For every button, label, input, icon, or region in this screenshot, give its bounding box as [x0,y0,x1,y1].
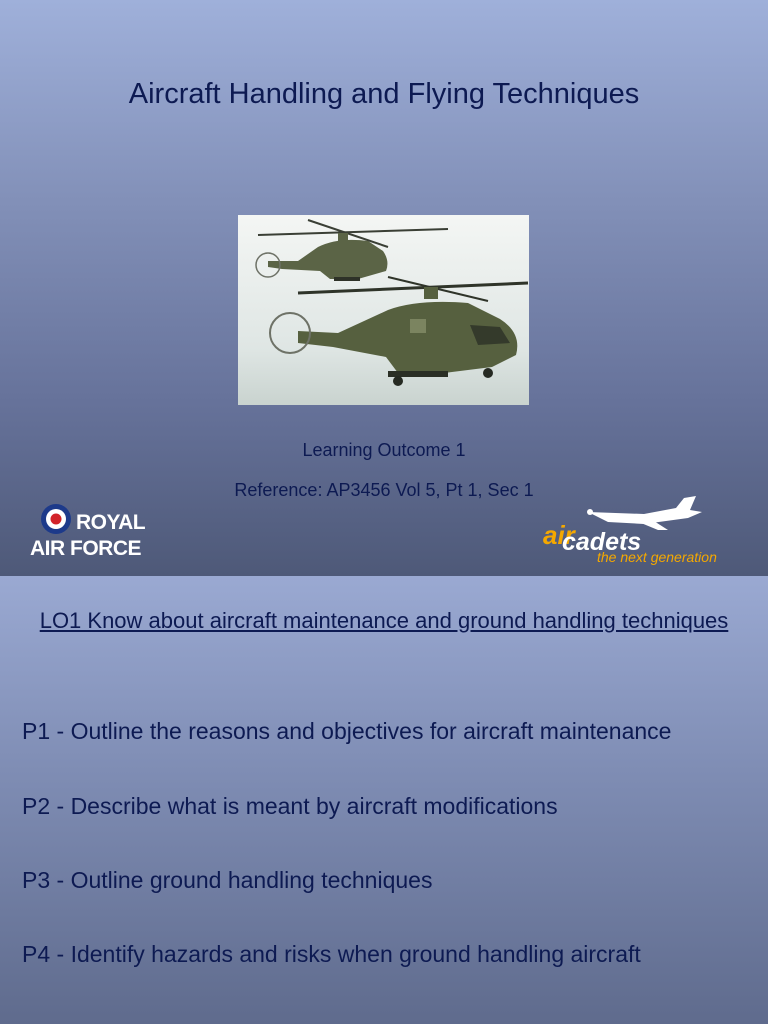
list-item: P4 - Identify hazards and risks when ground handling aircraft [22,941,641,967]
cadets-logo-tagline: the next generation [597,549,717,565]
helicopter-photo [238,215,529,405]
learning-outcome-label: Learning Outcome 1 [302,440,466,460]
cadets-logo-cadets: cadets [562,528,642,556]
raf-logo-airforce: AIR FORCE [30,537,141,560]
roundel-icon [41,504,71,534]
list-item: P1 - Outline the reasons and objectives for aircraft maintenance [22,718,672,744]
lo1-heading[interactable]: LO1 Know about aircraft maintenance and ground handling techniques [39,608,729,633]
raf-logo [30,502,155,562]
list-item: P2 - Describe what is meant by aircraft modifications [22,793,558,819]
page-title: Aircraft Handling and Flying Techniques [128,78,640,110]
air-cadets-logo [540,494,755,570]
raf-logo-royal: ROYAL [76,511,146,534]
reference-label: Reference: AP3456 Vol 5, Pt 1, Sec 1 [234,480,534,500]
list-item: P3 - Outline ground handling techniques [22,867,433,893]
cadets-logo-air: air [543,520,575,550]
outcomes-slide [0,576,768,1024]
